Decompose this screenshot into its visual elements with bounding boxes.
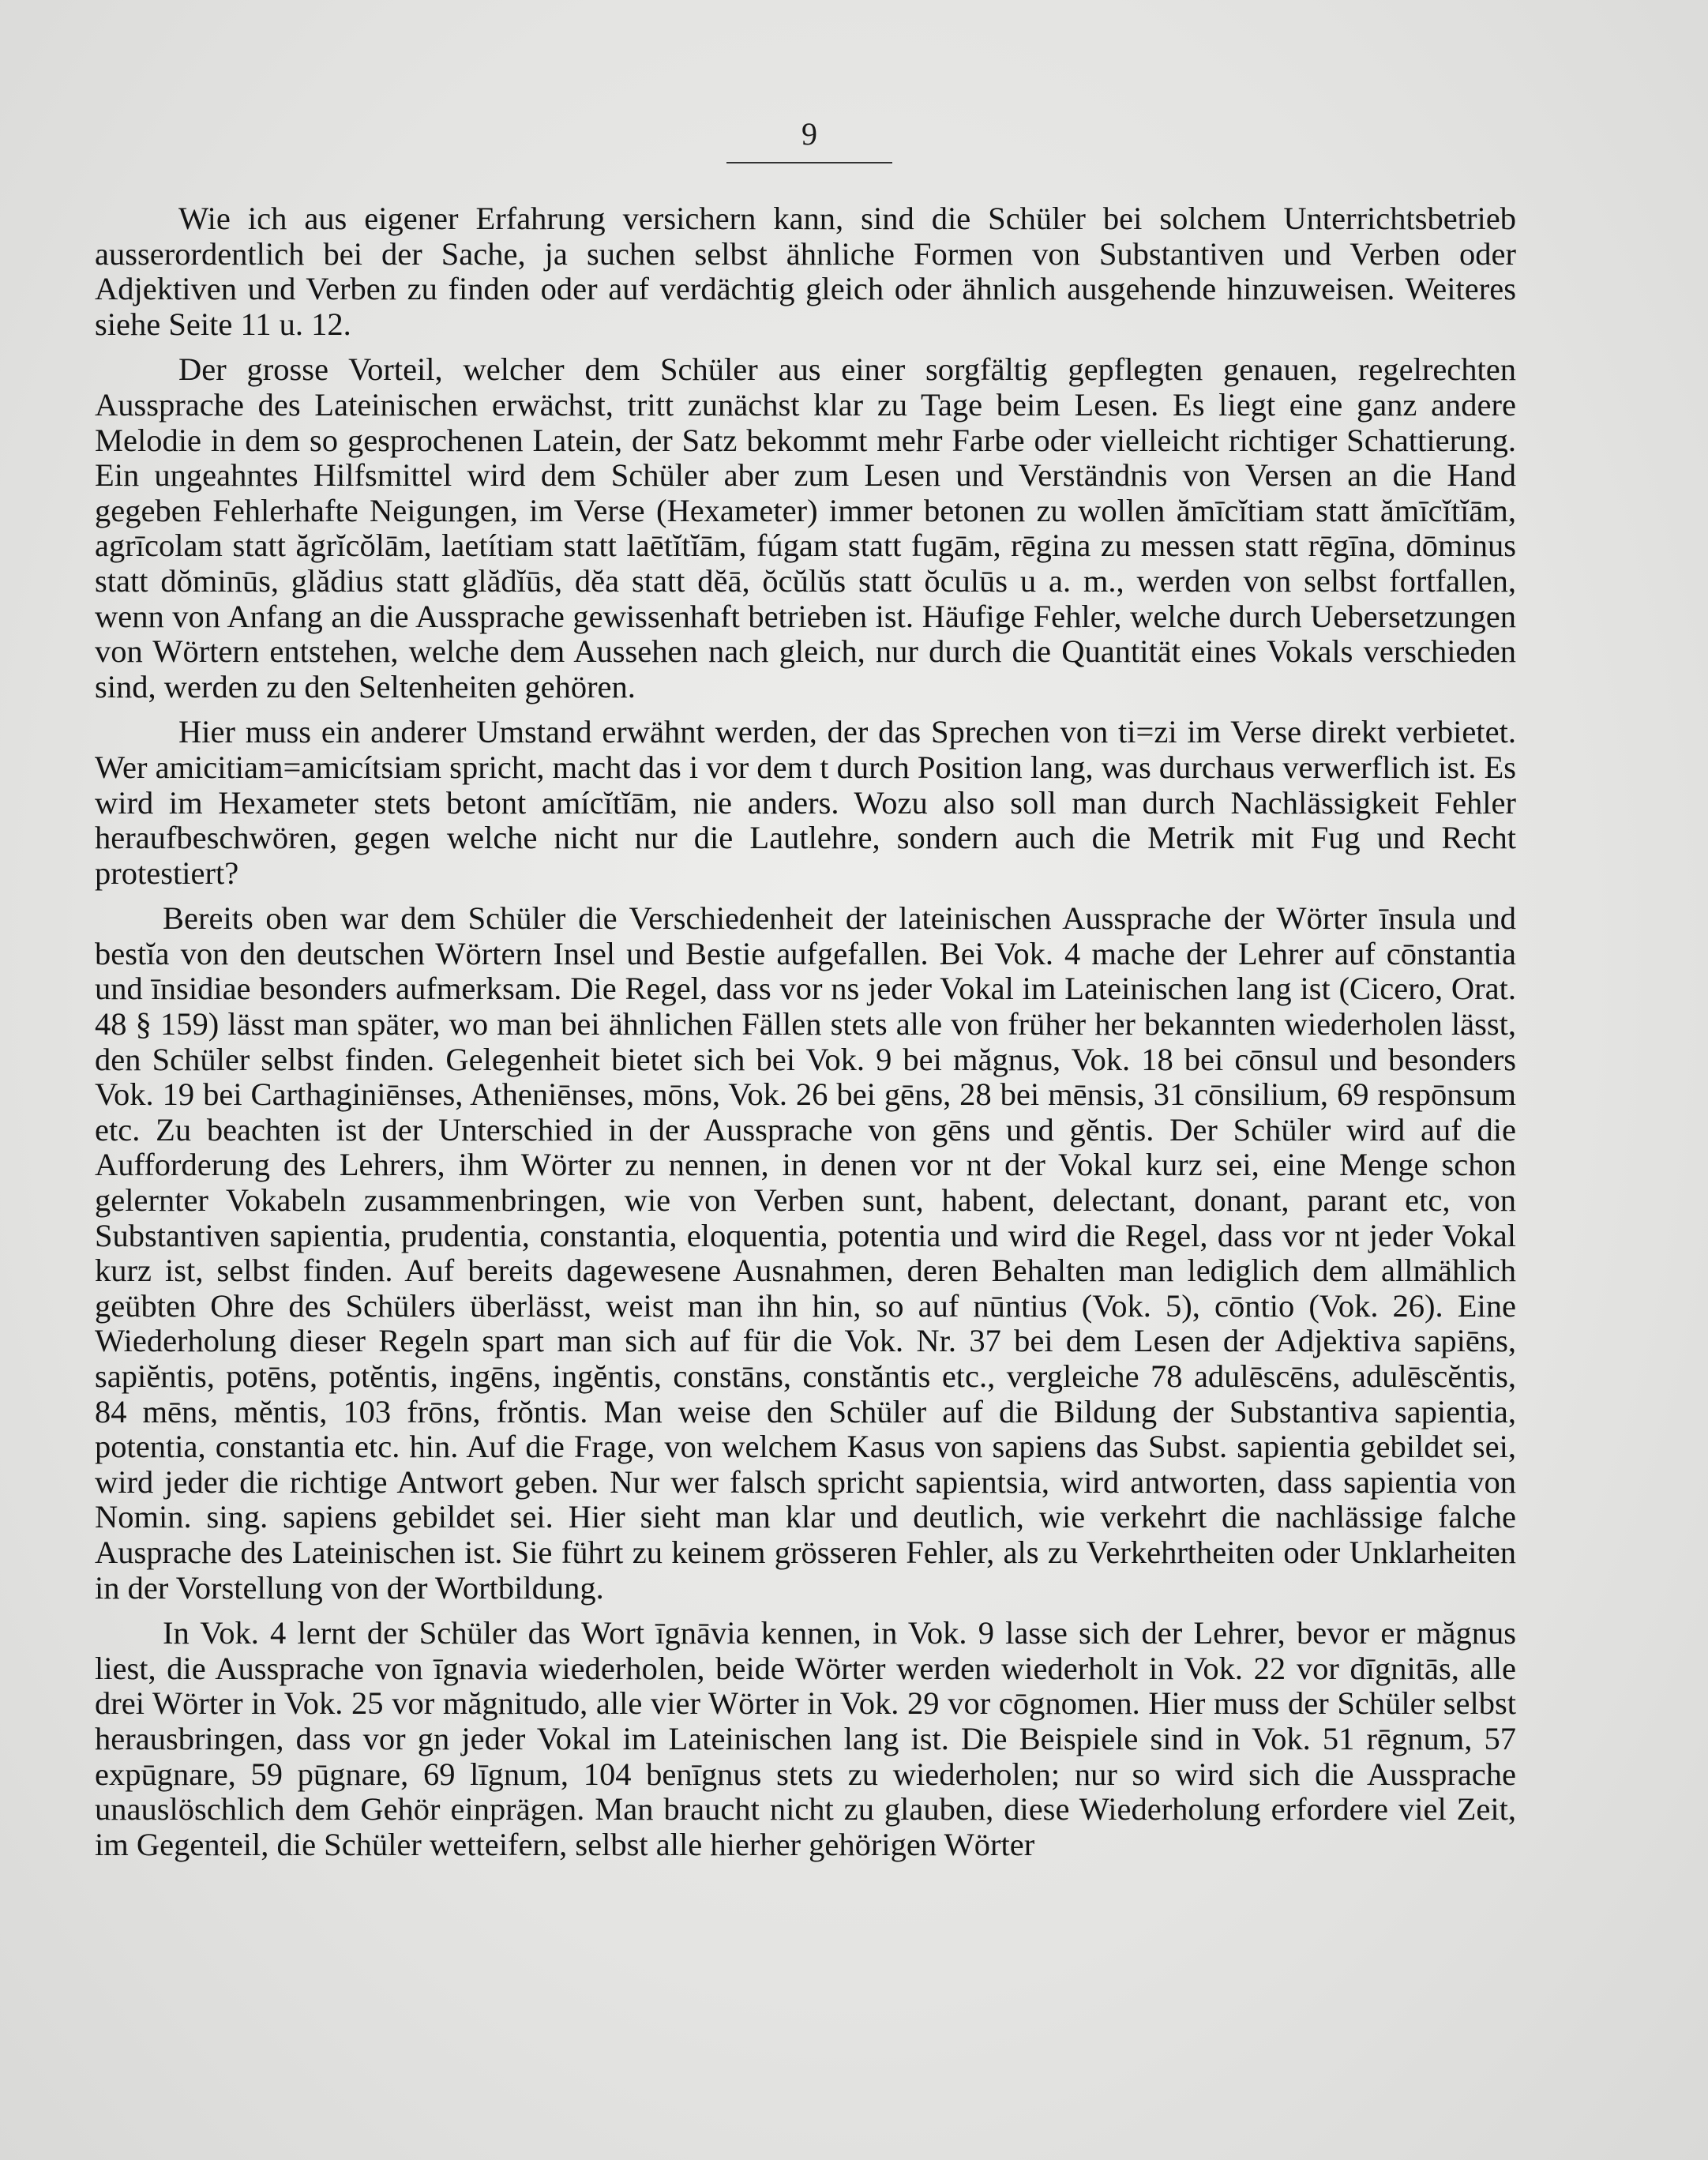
paragraph-5: In Vok. 4 lernt der Schüler das Wort īgnāvia kennen, in Vok. 9 lasse sich der Lehrer, bevor er măgnus liest, die Aussprache von īgnavia wiederholen, beide Wörter werden wiederholt in Vok. 22 vor dīgnitās, alle drei Wörter in Vok. 25 vor măgnitudo, alle vier Wörter in Vok. 29 vor cōgnomen. Hier muss der Schüler selbst herausbringen, dass vor gn jeder Vokal im Lateinischen lang ist. Die Beispiele sind in Vok. 51 rēgnum, 57 expūgnare, 59 pūgnare, 69 līgnum, 104 benīgnus stets zu wiederholen; nur so wird sich die Aussprache unauslöschlich dem Gehör einprägen. Man braucht nicht zu glauben, diese Wiederholung erfordere viel Zeit, im Gegenteil, die Schüler wetteifern, selbst alle hierher gehörigen Wörter xyxy=(95,1615,1516,1862)
paragraph-4: Bereits oben war dem Schüler die Verschiedenheit der lateinischen Aussprache der Wörter īnsula und bestĭa von den deutschen Wörtern Insel und Bestie aufgefallen. Bei Vok. 4 mache der Lehrer auf cōnstantia und īnsidiae besonders aufmerksam. Die Regel, dass vor ns jeder Vokal im Lateinischen lang ist (Cicero, Orat. 48 § 159) lässt man später, wo man bei ähnlichen Fällen stets alle von früher her bekannten wiederholen lässt, den Schüler selbst finden. Gelegenheit bietet sich bei Vok. 9 bei măgnus, Vok. 18 bei cōnsul und besonders Vok. 19 bei Carthaginiēnses, Atheniēnses, mōns, Vok. 26 bei gēns, 28 bei mēnsis, 31 cōnsilium, 69 respōnsum etc. Zu beachten ist der Unterschied in der Aussprache von gēns und gĕntis. Der Schüler wird auf die Aufforderung des Lehrers, ihm Wörter zu nennen, in denen vor nt der Vokal kurz sei, eine Menge schon gelernter Vokabeln zusammenbringen, wie von Verben sunt, habent, delectant, donant, parant etc, von Substantiven sapientia, prudentia, constantia, eloquentia, potentia und wird die Regel, dass vor nt jeder Vokal kurz ist, selbst finden. Auf bereits dagewesene Ausnahmen, deren Behalten man lediglich dem allmählich geübten Ohre des Schülers überlässt, weist man ihn hin, so auf nūntius (Vok. 5), cōntio (Vok. 26). Eine Wiederholung dieser Regeln spart man sich auf für die Vok. Nr. 37 bei dem Lesen der Adjektiva sapiēns, sapiĕntis, potēns, potĕntis, ingēns, ingĕntis, constāns, constăntis etc., vergleiche 78 adulēscēns, adulēscĕntis, 84 mēns, mĕntis, 103 frōns, frŏntis. Man weise den Schüler auf die Bildung der Substantiva sapientia, potentia, constantia etc. hin. Auf die Frage, von welchem Kasus von sapiens das Subst. sapientia gebildet sei, wird jeder die richtige Antwort geben. Nur wer falsch spricht sapientsia, wird antworten, dass sapientia von Nomin. sing. sapiens gebildet sei. Hier sieht man klar und deutlich, wie verkehrt die nachlässige falche Ausprache des Lateinischen ist. Sie führt zu keinem grösseren Fehler, als zu Verkehrtheiten oder Unklarheiten in der Vorstellung von der Wortbildung. xyxy=(95,900,1516,1606)
paragraph-2: Der grosse Vorteil, welcher dem Schüler aus einer sorgfältig gepflegten genauen, regelrechten Aussprache des Lateinischen erwächst, tritt zunächst klar zu Tage beim Lesen. Es liegt eine ganz andere Melodie in dem so gesprochenen Latein, der Satz bekommt mehr Farbe oder vielleicht richtiger Schattierung. Ein ungeahntes Hilfsmittel wird dem Schüler aber zum Lesen und Verständnis von Versen an die Hand gegeben Fehlerhafte Neigungen, im Verse (Hexameter) immer betonen zu wollen ămīcĭtiam statt ămīcĭtĭām, agrīcolam statt ăgrĭcŏlām, laetítiam statt laētĭtĭām, fúgam statt fugām, rēgina zu messen statt rēgīna, dōminus statt dŏminūs, glădius statt glădĭūs, dĕa statt dĕā, ŏcŭlŭs statt ŏculūs u a. m., werden von selbst fortfallen, wenn von Anfang an die Aussprache gewissenhaft betrieben ist. Häufige Fehler, welche durch Uebersetzungen von Wörtern entstehen, welche dem Aussehen nach gleich, nur durch die Quantität eines Vokals verschieden sind, werden zu den Seltenheiten gehören. xyxy=(95,351,1516,704)
header-rule xyxy=(726,162,892,163)
paragraph-1: Wie ich aus eigener Erfahrung versichern kann, sind die Schüler bei solchem Unterrichtsbetrieb ausserordentlich bei der Sache, ja suchen selbst ähnliche Formen von Substantiven und Verben oder Adjektiven und Verben zu finden oder auf verdächtig gleich oder ähnlich ausgehende hinzuweisen. Weiteres siehe Seite 11 u. 12. xyxy=(95,201,1516,342)
paragraph-3: Hier muss ein anderer Umstand erwähnt werden, der das Sprechen von ti=zi im Verse direkt verbietet. Wer amicitiam=amicítsiam spricht, macht das i vor dem t durch Position lang, was durchaus verwerflich ist. Es wird im Hexameter stets betont amícĭtĭām, nie anders. Wozu also soll man durch Nachlässigkeit Fehler heraufbeschwören, gegen welche nicht nur die Lautlehre, sondern auch die Metrik mit Fug und Recht protestiert? xyxy=(95,714,1517,891)
page-number: 9 xyxy=(801,116,817,152)
body-text xyxy=(95,201,1516,1862)
